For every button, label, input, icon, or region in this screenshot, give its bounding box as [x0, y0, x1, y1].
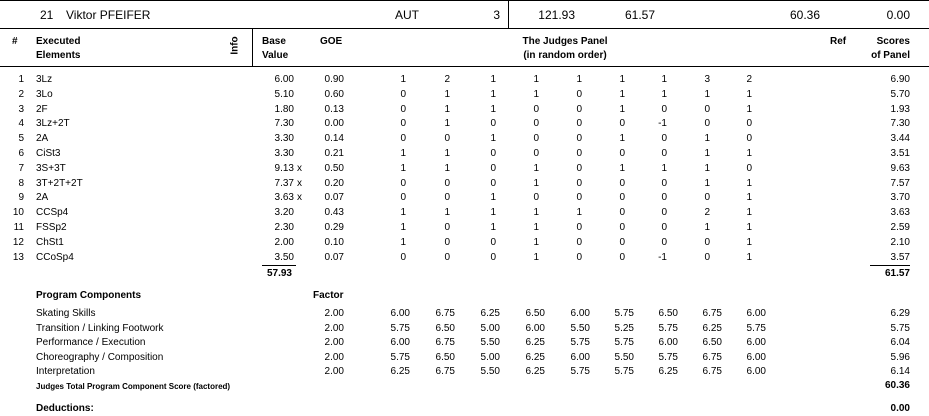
- element-goe: 0.29: [324, 222, 344, 233]
- col-info-label: Info: [229, 36, 241, 55]
- total-deductions: 0.00: [886, 8, 910, 22]
- element-base-value: 6.00: [274, 74, 294, 85]
- columns-bottom-border: [0, 66, 929, 67]
- component-factor: 2.00: [324, 322, 344, 334]
- element-panel-score: 1.93: [890, 103, 910, 115]
- component-row: [0, 352, 929, 366]
- table-row: [0, 118, 929, 132]
- element-goe: 0.14: [324, 133, 344, 145]
- component-judge-score: 6.25: [658, 366, 678, 377]
- element-total: 61.57: [884, 268, 910, 279]
- component-judge-score: 6.25: [525, 351, 545, 363]
- judge-score: 1: [746, 251, 752, 263]
- components-total-label: Judges Total Program Component Score (factored): [36, 382, 231, 391]
- element-base-value: 5.10: [274, 88, 294, 100]
- judge-score: 1: [619, 162, 625, 174]
- component-judge-score: 5.50: [480, 337, 500, 348]
- judge-score: 0: [400, 118, 406, 130]
- col-info: [230, 32, 250, 62]
- component-judge-score: 6.25: [525, 366, 545, 377]
- table-row: [0, 252, 929, 266]
- component-judge-score: 6.50: [435, 351, 455, 363]
- judge-score: 1: [746, 103, 752, 115]
- component-row: [0, 366, 929, 380]
- element-bonus-mark: x: [297, 162, 302, 174]
- judge-score: 0: [400, 177, 406, 189]
- judge-score: 0: [576, 251, 582, 263]
- table-row: [0, 192, 929, 206]
- judge-score: 0: [704, 251, 710, 263]
- component-judge-score: 6.00: [390, 337, 410, 348]
- header-divider: [508, 0, 509, 28]
- judge-score: 1: [619, 133, 625, 145]
- element-name: 2F: [36, 103, 48, 115]
- col-scores-1: Scores: [876, 36, 910, 47]
- total-segment-score: 121.93: [538, 8, 575, 22]
- element-panel-score: 7.57: [890, 177, 910, 189]
- judge-score: 1: [619, 103, 625, 115]
- judge-score: 1: [533, 74, 539, 85]
- col-base-2: Value: [262, 50, 289, 61]
- judge-score: 1: [444, 103, 450, 115]
- element-goe: 0.90: [324, 74, 344, 85]
- element-panel-score: 6.90: [890, 74, 910, 85]
- judge-score: 1: [444, 148, 450, 159]
- judge-score: 0: [576, 88, 582, 100]
- judge-score: 0: [704, 236, 710, 248]
- component-judge-score: 6.75: [435, 337, 455, 348]
- component-judge-score: 6.00: [746, 308, 766, 319]
- component-judge-score: 6.50: [525, 308, 545, 319]
- component-judge-score: 6.00: [525, 322, 545, 334]
- judge-score: 1: [400, 236, 406, 248]
- judge-score: 1: [533, 88, 539, 100]
- element-name: CiSt3: [36, 148, 61, 159]
- element-name: 3Lo: [36, 88, 53, 100]
- table-row: [0, 74, 929, 88]
- component-judge-score: 5.50: [570, 322, 590, 334]
- skater-rank: 21: [40, 8, 54, 22]
- component-judge-score: 6.75: [435, 308, 455, 319]
- component-judge-score: 5.75: [658, 322, 678, 334]
- element-goe: 0.20: [324, 177, 344, 189]
- element-name: FSSp2: [36, 222, 67, 233]
- judge-score: 0: [576, 222, 582, 233]
- element-number: 2: [18, 88, 24, 100]
- element-name: CCoSp4: [36, 251, 74, 263]
- judge-score: 0: [576, 192, 582, 204]
- judge-score: 1: [490, 207, 496, 219]
- component-factor: 2.00: [324, 337, 344, 348]
- base-total-rule: [262, 265, 296, 266]
- judge-score: 0: [444, 177, 450, 189]
- judge-score: 0: [400, 192, 406, 204]
- judge-score: 0: [490, 251, 496, 263]
- element-number: 10: [12, 207, 24, 219]
- element-total-rule: [870, 265, 910, 266]
- judge-score: 0: [400, 88, 406, 100]
- element-number: 3: [18, 103, 24, 115]
- component-judge-score: 5.75: [614, 337, 634, 348]
- component-score: 6.14: [890, 366, 910, 377]
- judge-score: 0: [490, 162, 496, 174]
- judge-score: 0: [533, 148, 539, 159]
- judge-score: 1: [490, 103, 496, 115]
- top-border: [0, 0, 929, 1]
- judge-score: 0: [576, 148, 582, 159]
- judge-score: 0: [619, 251, 625, 263]
- col-ref: Ref: [830, 36, 847, 47]
- element-name: 2A: [36, 192, 49, 204]
- element-base-value: 3.20: [274, 207, 294, 219]
- judge-score: 0: [661, 236, 667, 248]
- judge-score: 0: [619, 192, 625, 204]
- element-goe: 0.10: [324, 236, 344, 248]
- col-scores-2: of Panel: [871, 50, 910, 61]
- component-judge-score: 5.00: [480, 322, 500, 334]
- component-judge-score: 6.00: [746, 351, 766, 363]
- judge-score: 2: [704, 207, 710, 219]
- element-goe: 0.21: [324, 148, 344, 159]
- element-number: 6: [18, 148, 24, 159]
- judge-score: 0: [400, 251, 406, 263]
- judge-score: -1: [658, 251, 667, 263]
- judge-score: 3: [704, 74, 710, 85]
- judge-score: 1: [704, 88, 710, 100]
- judge-score: 0: [533, 103, 539, 115]
- judge-score: 0: [661, 192, 667, 204]
- col-panel-1: The Judges Panel: [522, 36, 608, 47]
- judge-score: 1: [400, 148, 406, 159]
- judge-score: 1: [661, 74, 667, 85]
- component-judge-score: 6.25: [702, 322, 722, 334]
- components-total: 60.36: [884, 380, 910, 391]
- judge-score: 0: [704, 118, 710, 130]
- judge-score: 1: [400, 207, 406, 219]
- component-name: Performance / Execution: [36, 337, 146, 348]
- element-base-value: 9.13: [274, 162, 294, 174]
- element-panel-score: 2.10: [890, 236, 910, 248]
- element-goe: 0.60: [324, 88, 344, 100]
- judge-score: 1: [704, 177, 710, 189]
- element-base-value: 3.30: [274, 148, 294, 159]
- element-number: 1: [18, 74, 24, 85]
- element-goe: 0.43: [324, 207, 344, 219]
- element-name: ChSt1: [36, 236, 64, 248]
- judge-score: 1: [619, 74, 625, 85]
- judge-score: 1: [533, 207, 539, 219]
- judge-score: 0: [661, 148, 667, 159]
- col-executed-1: Executed: [36, 36, 81, 47]
- judge-score: 1: [490, 133, 496, 145]
- judge-score: 0: [619, 118, 625, 130]
- component-score: 5.75: [890, 322, 910, 334]
- col-base-1: Base: [262, 36, 286, 47]
- judge-score: 1: [490, 222, 496, 233]
- judge-score: 0: [661, 177, 667, 189]
- component-factor: 2.00: [324, 308, 344, 319]
- judge-score: 1: [400, 222, 406, 233]
- deductions-label: Deductions:: [36, 403, 94, 414]
- element-number: 12: [12, 236, 24, 248]
- component-judge-score: 5.75: [390, 322, 410, 334]
- component-judge-score: 6.00: [658, 337, 678, 348]
- col-goe: GOE: [320, 36, 343, 47]
- judge-score: 0: [533, 192, 539, 204]
- judge-score: 1: [619, 88, 625, 100]
- judge-score: -1: [658, 118, 667, 130]
- component-factor: 2.00: [324, 351, 344, 363]
- judge-score: 0: [576, 162, 582, 174]
- element-number: 13: [12, 251, 24, 263]
- element-base-value: 3.63: [274, 192, 294, 204]
- element-number: 8: [18, 177, 24, 189]
- table-row: [0, 148, 929, 162]
- judge-score: 1: [661, 88, 667, 100]
- judge-score: 0: [444, 236, 450, 248]
- judge-score: 0: [619, 148, 625, 159]
- component-judge-score: 5.75: [390, 351, 410, 363]
- judge-score: 0: [490, 118, 496, 130]
- judge-score: 0: [490, 236, 496, 248]
- component-judge-score: 5.75: [570, 366, 590, 377]
- judge-score: 1: [704, 133, 710, 145]
- table-row: [0, 178, 929, 192]
- judge-score: 0: [576, 133, 582, 145]
- judge-score: 1: [704, 162, 710, 174]
- component-judge-score: 6.00: [746, 366, 766, 377]
- component-name: Transition / Linking Footwork: [36, 322, 164, 334]
- component-judge-score: 6.75: [702, 351, 722, 363]
- judge-score: 0: [490, 177, 496, 189]
- judge-score: 1: [746, 222, 752, 233]
- judge-score: 0: [400, 133, 406, 145]
- component-judge-score: 5.75: [614, 308, 634, 319]
- judge-score: 0: [444, 251, 450, 263]
- judge-score: 0: [746, 118, 752, 130]
- skater-name: Viktor PFEIFER: [66, 8, 151, 22]
- judge-score: 0: [444, 133, 450, 145]
- component-judge-score: 6.00: [570, 351, 590, 363]
- judge-score: 1: [576, 74, 582, 85]
- element-number: 5: [18, 133, 24, 145]
- judge-score: 0: [533, 118, 539, 130]
- element-panel-score: 7.30: [890, 118, 910, 130]
- element-panel-score: 3.44: [890, 133, 910, 145]
- judge-score: 1: [746, 192, 752, 204]
- judge-score: 0: [444, 222, 450, 233]
- component-row: [0, 337, 929, 351]
- element-name: 3S+3T: [36, 162, 66, 174]
- component-row: [0, 323, 929, 337]
- judge-score: 1: [746, 177, 752, 189]
- component-name: Choreography / Composition: [36, 351, 164, 363]
- deductions-value: 0.00: [890, 403, 910, 414]
- component-judge-score: 5.25: [614, 322, 634, 334]
- col-panel-2: (in random order): [523, 50, 607, 61]
- judge-score: 1: [704, 148, 710, 159]
- col-executed-2: Elements: [36, 50, 81, 61]
- judge-score: 0: [444, 192, 450, 204]
- judge-score: 0: [746, 162, 752, 174]
- component-factor: 2.00: [324, 366, 344, 377]
- judge-score: 1: [746, 88, 752, 100]
- element-bonus-mark: x: [297, 192, 302, 204]
- component-judge-score: 6.25: [390, 366, 410, 377]
- judge-score: 0: [661, 207, 667, 219]
- element-bonus-mark: x: [297, 177, 302, 189]
- component-judge-score: 6.50: [658, 308, 678, 319]
- judge-score: 2: [444, 74, 450, 85]
- judge-score: 1: [444, 118, 450, 130]
- info-divider: [252, 29, 253, 66]
- element-base-value: 7.30: [274, 118, 294, 130]
- header-bottom-border: [0, 28, 929, 29]
- component-judge-score: 5.75: [746, 322, 766, 334]
- element-panel-score: 2.59: [890, 222, 910, 233]
- judge-score: 1: [661, 162, 667, 174]
- judge-score: 0: [619, 207, 625, 219]
- component-judge-score: 5.75: [614, 366, 634, 377]
- component-judge-score: 6.00: [570, 308, 590, 319]
- judge-score: 0: [704, 192, 710, 204]
- total-program-component-score: 60.36: [789, 8, 820, 22]
- element-number: 9: [18, 192, 24, 204]
- starting-number: 3: [493, 8, 500, 22]
- element-panel-score: 9.63: [890, 162, 910, 174]
- component-judge-score: 6.00: [746, 337, 766, 348]
- judge-score: 0: [400, 103, 406, 115]
- component-judge-score: 6.75: [702, 366, 722, 377]
- element-base-value: 7.37: [274, 177, 294, 189]
- element-number: 11: [13, 222, 24, 233]
- element-panel-score: 3.51: [890, 148, 910, 159]
- judge-score: 1: [490, 74, 496, 85]
- component-judge-score: 6.50: [702, 337, 722, 348]
- col-num: #: [12, 36, 18, 47]
- judge-score: 0: [619, 177, 625, 189]
- element-base-value: 2.00: [274, 236, 294, 248]
- judge-score: 1: [704, 222, 710, 233]
- judge-score: 1: [444, 162, 450, 174]
- judge-score: 1: [533, 251, 539, 263]
- components-heading: Program Components: [36, 290, 142, 301]
- table-row: [0, 104, 929, 118]
- element-name: 3Lz: [36, 74, 53, 85]
- judge-score: 0: [661, 222, 667, 233]
- component-judge-score: 5.75: [570, 337, 590, 348]
- element-name: 3T+2T+2T: [36, 177, 83, 189]
- judge-score: 1: [533, 177, 539, 189]
- element-goe: 0.00: [324, 118, 344, 130]
- judge-score: 0: [619, 222, 625, 233]
- element-number: 4: [18, 118, 24, 130]
- judge-score: 1: [490, 88, 496, 100]
- component-judge-score: 6.00: [390, 308, 410, 319]
- element-number: 7: [18, 162, 24, 174]
- table-row: [0, 163, 929, 177]
- element-panel-score: 3.70: [890, 192, 910, 204]
- component-row: [0, 308, 929, 322]
- component-name: Skating Skills: [36, 308, 96, 319]
- judge-score: 0: [533, 133, 539, 145]
- component-judge-score: 5.75: [658, 351, 678, 363]
- element-goe: 0.13: [324, 103, 344, 115]
- judge-score: 0: [576, 177, 582, 189]
- component-score: 6.29: [890, 308, 910, 319]
- skater-nation: AUT: [395, 8, 419, 22]
- judge-score: 1: [444, 207, 450, 219]
- judge-score: 0: [661, 133, 667, 145]
- table-row: [0, 207, 929, 221]
- judge-score: 1: [533, 222, 539, 233]
- table-row: [0, 133, 929, 147]
- component-judge-score: 6.50: [435, 322, 455, 334]
- judge-score: 1: [444, 88, 450, 100]
- component-score: 5.96: [890, 351, 910, 363]
- judge-score: 0: [704, 103, 710, 115]
- table-row: [0, 237, 929, 251]
- total-element-score: 61.57: [624, 8, 655, 22]
- element-base-value: 3.50: [274, 251, 294, 263]
- component-judge-score: 6.25: [480, 308, 500, 319]
- judge-score: 1: [533, 236, 539, 248]
- component-score: 6.04: [890, 337, 910, 348]
- element-name: 3Lz+2T: [36, 118, 70, 130]
- judge-score: 0: [576, 236, 582, 248]
- component-judge-score: 5.00: [480, 351, 500, 363]
- judge-score: 1: [746, 148, 752, 159]
- element-goe: 0.07: [324, 192, 344, 204]
- element-name: CCSp4: [36, 207, 69, 219]
- component-judge-score: 5.50: [480, 366, 500, 377]
- factor-label: Factor: [313, 290, 344, 301]
- judge-score: 0: [746, 133, 752, 145]
- component-judge-score: 5.50: [614, 351, 634, 363]
- component-name: Interpretation: [36, 366, 95, 377]
- judge-score: 2: [746, 74, 752, 85]
- element-base-value: 3.30: [274, 133, 294, 145]
- component-judge-score: 6.75: [435, 366, 455, 377]
- judge-score: 1: [533, 162, 539, 174]
- judge-score: 1: [490, 192, 496, 204]
- component-judge-score: 6.75: [702, 308, 722, 319]
- judge-score: 0: [661, 103, 667, 115]
- element-base-value: 1.80: [274, 103, 294, 115]
- table-row: [0, 222, 929, 236]
- element-goe: 0.50: [324, 162, 344, 174]
- judge-score: 1: [576, 207, 582, 219]
- judge-score: 0: [576, 118, 582, 130]
- element-base-value: 2.30: [274, 222, 294, 233]
- judge-score: 0: [576, 103, 582, 115]
- element-name: 2A: [36, 133, 49, 145]
- judge-score: 0: [490, 148, 496, 159]
- judge-score: 1: [746, 207, 752, 219]
- element-goe: 0.07: [324, 251, 344, 263]
- component-judge-score: 6.25: [525, 337, 545, 348]
- judge-score: 1: [746, 236, 752, 248]
- table-row: [0, 89, 929, 103]
- element-panel-score: 3.63: [890, 207, 910, 219]
- element-panel-score: 5.70: [890, 88, 910, 100]
- base-total: 57.93: [266, 268, 292, 279]
- judge-score: 1: [400, 162, 406, 174]
- element-panel-score: 3.57: [890, 251, 910, 263]
- judge-score: 0: [619, 236, 625, 248]
- judge-score: 1: [400, 74, 406, 85]
